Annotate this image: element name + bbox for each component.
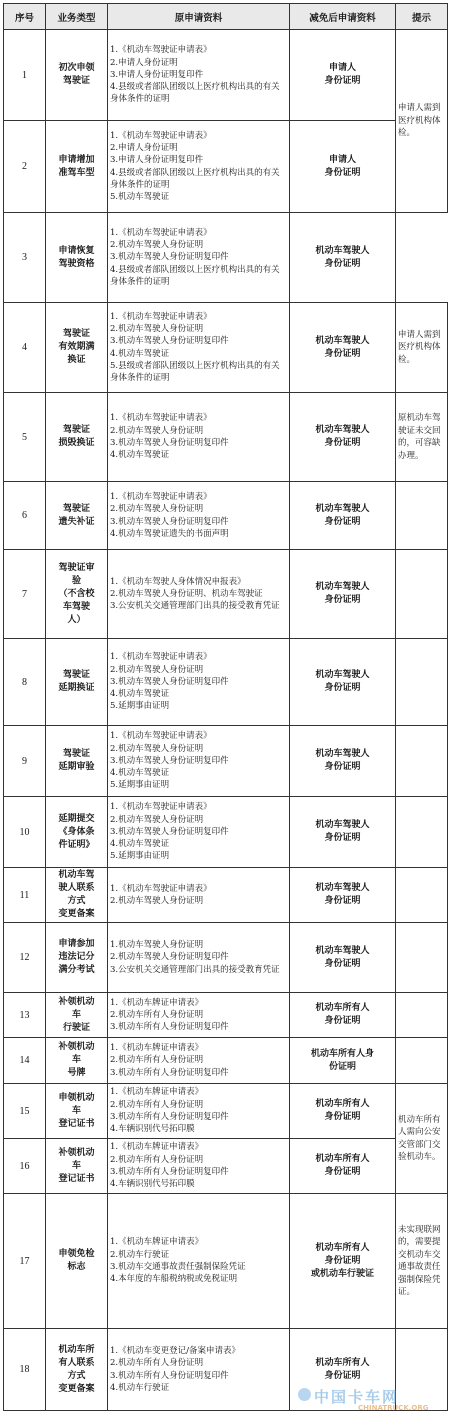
reduced-materials-cell [290, 639, 396, 726]
business-type-line: 驾驶证 [62, 425, 90, 435]
material-item: 1.《机动车牌证申请表》 [110, 1237, 204, 1248]
material-item: 4.本年度的车船税纳税或免税证明 [110, 1274, 238, 1285]
original-materials-cell [108, 213, 290, 303]
note-cell-empty [396, 726, 448, 797]
material-item: 5.机动车驾驶证 [110, 192, 170, 203]
reduced-material-line: 身份证明 [324, 348, 361, 359]
row-index: 10 [4, 797, 46, 868]
business-type-cell [46, 30, 108, 121]
table-row [4, 1194, 448, 1329]
business-type-cell [46, 993, 108, 1038]
row-index: 14 [4, 1038, 46, 1084]
business-type-line: 标志 [67, 1262, 86, 1272]
business-type-cell [46, 868, 108, 923]
note-cell-empty [396, 1038, 448, 1084]
material-item: 4.机动车行驶证 [110, 1382, 170, 1393]
business-type-line: 驾驶证 [62, 329, 90, 339]
table-row [4, 1038, 448, 1084]
reduced-material-line: 机动车所有人身 [310, 1048, 374, 1059]
header-index: 序号 [4, 4, 46, 30]
row-index: 13 [4, 993, 46, 1038]
reduced-material-line: 身份证明 [324, 258, 361, 269]
business-type-line: 遗失补证 [58, 516, 95, 527]
reduced-material-line: 机动车驾驶人 [315, 335, 370, 346]
business-type-line: 驶人联系 [58, 883, 95, 893]
business-type-line: 变更备案 [58, 1383, 95, 1394]
business-type-line: 车 [71, 1160, 81, 1171]
reduced-material-line: 机动车所有人 [315, 1154, 370, 1164]
original-materials-cell [108, 1084, 290, 1139]
row-index: 6 [4, 482, 46, 550]
material-item: 5.延期事由证明 [110, 701, 170, 712]
original-materials-cell [108, 303, 290, 393]
material-item: 2.申请人身份证明 [110, 142, 178, 153]
material-item: 2.机动车驾驶人身份证明 [110, 814, 204, 825]
business-type-line: 车 [71, 1105, 81, 1116]
material-item: 3.机动车驾驶人身份证明复印件 [110, 826, 229, 837]
material-item: 3.机动车所有人身份证明复印件 [110, 1112, 229, 1122]
reduced-material-line: 机动车所有人 [315, 1357, 370, 1368]
reduced-material-line: 机动车所有人 [315, 1003, 370, 1013]
original-materials-cell [108, 121, 290, 213]
note-cell-empty [396, 639, 448, 726]
material-item: 1.《机动车牌证申请表》 [110, 1087, 204, 1098]
watermark-sub: CHINATRUCK.ORG [358, 1404, 429, 1412]
material-item: 1.《机动车驾驶证申请表》 [110, 311, 212, 322]
original-materials-cell [108, 30, 290, 121]
material-item: 2.机动车驾驶人身份证明 [110, 664, 204, 675]
business-type-line: 行驶证 [62, 1022, 90, 1033]
business-type-line: 《身体条 [58, 826, 95, 837]
table-row [4, 868, 448, 923]
truck-logo-icon [298, 1388, 311, 1401]
reduced-material-line: 机动车驾驶人 [315, 820, 370, 830]
material-item: 2.机动车驾驶人身份证明 [110, 425, 204, 436]
reduced-material-line: 身份证明 [324, 595, 361, 605]
note-cell: 原机动车驾驶证未交回的，可容缺办理。 [396, 393, 448, 482]
business-type-cell [46, 121, 108, 213]
material-item: 3.机动车驾驶人身份证明复印件 [110, 676, 229, 687]
material-item: 2.机动车驾驶人身份证明复印件 [110, 952, 229, 963]
material-item: 2.机动车行驶证 [110, 1249, 170, 1260]
material-item: 5.延期事由证明 [110, 780, 170, 791]
note-cell: 申请人需到医疗机构体检。 [396, 30, 448, 213]
business-type-line: 方式 [67, 1370, 86, 1381]
reduced-material-line: 身份证明 [324, 1112, 361, 1122]
header-original-materials: 原申请资料 [108, 4, 290, 30]
material-item: 4.机动车驾驶证 [110, 689, 170, 700]
reduced-material-line: 身份证明 [324, 1167, 361, 1177]
business-type-cell [46, 550, 108, 639]
business-type-cell [46, 1038, 108, 1084]
material-item: 2.机动车所有人身份证明 [110, 1358, 204, 1369]
table-row [4, 550, 448, 639]
reduced-material-line: 机动车驾驶人 [315, 503, 370, 514]
business-type-line: 驾驶证 [62, 749, 90, 759]
business-type-cell [46, 797, 108, 868]
watermark-main: 中国卡车网 [314, 1388, 400, 1406]
table-row [4, 30, 448, 121]
table-row [4, 482, 448, 550]
material-item: 1.《机动车驾驶证申请表》 [110, 227, 212, 238]
row-index: 7 [4, 550, 46, 639]
reduced-material-line: 身份证明 [324, 76, 361, 86]
reduced-materials-cell [290, 1139, 396, 1194]
material-item: 2.机动车驾驶人身份证明 [110, 896, 204, 906]
reduced-materials-cell [290, 1084, 396, 1139]
business-type-line: 登记证书 [58, 1173, 95, 1184]
business-type-line: 车 [71, 1055, 81, 1065]
material-item: 4.车辆识别代号拓印膜 [110, 1124, 195, 1135]
material-item: 2.机动车驾驶人身份证明 [110, 240, 204, 251]
business-type-line: 申领免检 [58, 1249, 95, 1259]
business-type-line: 申领机动 [58, 1092, 95, 1103]
material-item: 3.机动车所有人身份证明复印件 [110, 1370, 229, 1381]
business-type-cell [46, 726, 108, 797]
original-materials-cell [108, 482, 290, 550]
material-item: 5.延期事由证明 [110, 851, 170, 862]
table-header-row [4, 4, 448, 30]
business-type-line: 补领机动 [58, 996, 95, 1007]
material-item: 3.机动车所有人身份证明复印件 [110, 1022, 229, 1033]
row-index: 17 [4, 1194, 46, 1329]
table-row [4, 393, 448, 482]
reduced-material-line: 机动车驾驶人 [315, 425, 370, 435]
material-item: 2.机动车驾驶人身份证明 [110, 743, 204, 754]
business-type-line: 有人联系 [58, 1357, 95, 1368]
business-type-line: 违法记分 [58, 952, 95, 962]
row-index: 16 [4, 1139, 46, 1194]
business-type-cell [46, 482, 108, 550]
row-index: 9 [4, 726, 46, 797]
table-row [4, 303, 448, 393]
original-materials-cell [108, 639, 290, 726]
business-type-line: 驾驶证 [62, 670, 90, 680]
row-index: 1 [4, 30, 46, 121]
reduced-material-line: 机动车驾驶人 [315, 245, 370, 256]
business-type-line: 换证 [67, 355, 86, 365]
original-materials-cell [108, 923, 290, 993]
original-materials-cell [108, 726, 290, 797]
material-item: 3.申请人身份证明复印件 [110, 155, 204, 166]
business-type-line: （不含校 [58, 588, 95, 599]
material-item: 3.公安机关交通管理部门出具的接受教育凭证 [110, 601, 280, 612]
material-item: 3.机动车所有人身份证明复印件 [110, 1167, 229, 1177]
material-item: 3.机动车驾驶人身份证明复印件 [110, 438, 229, 448]
material-item: 2.机动车驾驶人身份证明 [110, 323, 204, 334]
reduced-material-line: 身份证明 [324, 896, 361, 906]
business-type-line: 损毁换证 [58, 438, 95, 448]
row-index: 8 [4, 639, 46, 726]
business-type-cell [46, 1139, 108, 1194]
original-materials-cell [108, 1038, 290, 1084]
material-item: 1.《机动车驾驶证申请表》 [110, 413, 212, 424]
material-item: 2.机动车驾驶人身份证明、机动车驾驶证 [110, 588, 263, 599]
material-item: 2.机动车所有人身份证明 [110, 1154, 204, 1165]
business-type-line: 件证明》 [58, 839, 95, 850]
note-cell: 未实现联网的，需要提交机动车交通事故责任强制保险凭证。 [396, 1194, 448, 1329]
header-reduced-materials: 减免后申请资料 [290, 4, 396, 30]
business-type-line: 初次申领 [58, 63, 95, 73]
business-type-cell [46, 1194, 108, 1329]
material-item: 1.《机动车驾驶证申请表》 [110, 130, 212, 141]
material-item: 4.机动车驾驶证 [110, 450, 170, 461]
original-materials-cell [108, 1139, 290, 1194]
business-type-line: 驾驶证 [62, 76, 90, 86]
business-type-line: 有效期满 [58, 342, 95, 352]
reduced-material-line: 机动车驾驶人 [315, 670, 370, 680]
reduced-material-line: 身份证明 [324, 1370, 361, 1381]
material-item: 4.县级或者部队团级以上医疗机构出具的有关身体条件的证明 [110, 167, 280, 190]
material-item: 3.机动车驾驶人身份证明复印件 [110, 252, 229, 263]
reduced-materials-cell [290, 213, 396, 303]
material-item: 1.《机动车驾驶人身体情况申报表》 [110, 576, 246, 587]
material-item: 4.机动车驾驶证 [110, 839, 170, 850]
material-item: 2.机动车所有人身份证明 [110, 1099, 204, 1110]
material-item: 1.《机动车变更登记/备案申请表》 [110, 1345, 240, 1356]
material-item: 1.《机动车驾驶证申请表》 [110, 731, 212, 742]
material-item: 3.机动车所有人身份证明复印件 [110, 1067, 229, 1078]
business-type-cell [46, 393, 108, 482]
note-cell-empty [396, 797, 448, 868]
table-row [4, 993, 448, 1038]
business-type-line: 方式 [67, 896, 86, 906]
material-item: 2.申请人身份证明 [110, 57, 178, 68]
table-row [4, 797, 448, 868]
site-watermark [298, 1386, 448, 1416]
material-item: 2.机动车驾驶人身份证明 [110, 504, 204, 515]
business-type-line: 补领机动 [58, 1147, 95, 1158]
reduced-materials-cell [290, 482, 396, 550]
note-cell-empty [396, 923, 448, 993]
reduced-material-line: 申请人 [328, 63, 356, 73]
table-row [4, 1139, 448, 1194]
material-item: 4.县级或者部队团级以上医疗机构出具的有关身体条件的证明 [110, 82, 280, 105]
material-item: 1.《机动车牌证申请表》 [110, 997, 204, 1008]
business-type-line: 号牌 [67, 1068, 86, 1078]
material-item: 2.机动车所有人身份证明 [110, 1055, 204, 1066]
row-index: 5 [4, 393, 46, 482]
reduced-material-line: 身份证明 [324, 762, 361, 772]
material-item: 1.《机动车驾驶证申请表》 [110, 45, 212, 56]
reduced-material-line: 身份证明 [324, 1016, 361, 1026]
material-item: 1.《机动车驾驶证申请表》 [110, 652, 212, 663]
business-type-line: 申请增加 [58, 154, 95, 165]
table-row [4, 1084, 448, 1139]
business-type-line: 机动车驾 [58, 870, 95, 880]
business-type-line: 申请恢复 [58, 245, 95, 256]
reduced-material-line: 机动车所有人 [315, 1242, 370, 1253]
business-type-cell [46, 639, 108, 726]
material-item: 4.车辆识别代号拓印膜 [110, 1179, 195, 1190]
reduced-materials-cell [290, 550, 396, 639]
row-index: 11 [4, 868, 46, 923]
business-type-cell [46, 1084, 108, 1139]
business-type-line: 验 [71, 575, 81, 586]
reduced-materials-cell [290, 1194, 396, 1329]
material-item: 4.机动车驾驶证遗失的书面声明 [110, 528, 229, 539]
row-index: 18 [4, 1329, 46, 1411]
reduced-materials-cell [290, 1038, 396, 1084]
business-type-cell [46, 213, 108, 303]
reduced-material-line: 机动车驾驶人 [315, 945, 370, 956]
reduced-material-line: 份证明 [328, 1061, 356, 1072]
business-type-line: 车 [71, 1009, 81, 1020]
business-type-line: 驾驶证审 [58, 562, 95, 573]
material-item: 1.《机动车驾驶证申请表》 [110, 883, 212, 894]
note-cell-empty [396, 868, 448, 923]
material-item: 3.机动车驾驶人身份证明复印件 [110, 755, 229, 766]
row-index: 12 [4, 923, 46, 993]
material-item: 4.机动车驾驶证 [110, 348, 170, 359]
reduced-material-line: 身份证明 [324, 438, 361, 448]
business-type-cell [46, 923, 108, 993]
material-item: 1.《机动车牌证申请表》 [110, 1142, 204, 1153]
business-type-cell [46, 303, 108, 393]
table-row [4, 726, 448, 797]
original-materials-cell [108, 868, 290, 923]
business-type-line: 驾驶资格 [58, 258, 95, 269]
material-item: 3.机动车驾驶人身份证明复印件 [110, 336, 229, 347]
material-item: 2.机动车所有人身份证明 [110, 1009, 204, 1020]
reduced-materials-cell [290, 303, 396, 393]
material-item: 3.公安机关交通管理部门出具的接受教育凭证 [110, 964, 280, 975]
table-row [4, 121, 448, 213]
reduced-materials-cell [290, 993, 396, 1038]
business-type-line: 申请参加 [58, 939, 95, 949]
note-cell-empty [396, 993, 448, 1038]
note-cell: 机动车所有人需向公安交管部门交验机动车。 [396, 1084, 448, 1194]
reduced-materials-cell [290, 726, 396, 797]
original-materials-cell [108, 993, 290, 1038]
business-type-line: 车驾驶 [62, 601, 90, 612]
note-cell-empty [396, 482, 448, 550]
reduced-material-line: 机动车驾驶人 [315, 749, 370, 759]
material-item: 1.《机动车牌证申请表》 [110, 1043, 204, 1054]
business-type-line: 变更备案 [58, 909, 95, 919]
business-type-line: 延期提交 [58, 813, 95, 824]
reduced-material-line: 身份证明 [324, 167, 361, 178]
reduced-material-line: 机动车驾驶人 [315, 883, 370, 893]
original-materials-cell [108, 1329, 290, 1411]
note-cell: 申请人需到医疗机构体检。 [396, 303, 448, 393]
reduced-material-line: 或机动车行驶证 [310, 1268, 374, 1279]
material-item: 3.申请人身份证明复印件 [110, 69, 204, 80]
reduced-materials-cell [290, 121, 396, 213]
table-row [4, 923, 448, 993]
business-type-line: 延期换证 [58, 683, 95, 693]
reduced-materials-cell [290, 30, 396, 121]
business-type-line: 人） [67, 614, 86, 625]
reduced-materials-cell [290, 923, 396, 993]
business-type-line: 机动车所 [58, 1344, 95, 1355]
original-materials-cell [108, 550, 290, 639]
business-type-line: 驾驶证 [62, 503, 90, 514]
table-row [4, 639, 448, 726]
reduced-material-line: 身份证明 [324, 1255, 361, 1266]
reduced-material-line: 身份证明 [324, 833, 361, 843]
row-index: 2 [4, 121, 46, 213]
reduced-material-line: 机动车驾驶人 [315, 582, 370, 592]
material-item: 1.《机动车驾驶证申请表》 [110, 491, 212, 502]
business-type-cell [46, 1329, 108, 1411]
business-type-line: 补领机动 [58, 1042, 95, 1052]
material-item: 5.县级或者部队团级以上医疗机构出具的有关身体条件的证明 [110, 360, 280, 384]
material-item: 1.机动车驾驶人身份证明 [110, 940, 204, 951]
header-notes: 提示 [396, 4, 448, 30]
row-index: 3 [4, 213, 46, 303]
note-cell-empty [396, 550, 448, 639]
table-row [4, 213, 448, 303]
material-item: 3.机动车交通事故责任强制保险凭证 [110, 1262, 246, 1272]
row-index: 4 [4, 303, 46, 393]
reduced-materials-cell [290, 393, 396, 482]
material-item: 4.机动车驾驶证 [110, 768, 170, 779]
business-type-line: 满分考试 [58, 965, 95, 975]
original-materials-cell [108, 1194, 290, 1329]
header-business-type: 业务类型 [46, 4, 108, 30]
reduced-material-line: 身份证明 [324, 516, 361, 527]
business-type-line: 延期审验 [58, 762, 95, 772]
material-item: 4.县级或者部队团级以上医疗机构出具的有关身体条件的证明 [110, 264, 280, 287]
material-item: 3.机动车驾驶人身份证明复印件 [110, 516, 229, 527]
reduced-materials-cell [290, 868, 396, 923]
reduced-material-line: 申请人 [328, 154, 356, 165]
reduced-materials-cell [290, 797, 396, 868]
original-materials-cell [108, 393, 290, 482]
reduced-material-line: 身份证明 [324, 683, 361, 693]
reduced-material-line: 身份证明 [324, 958, 361, 969]
material-item: 1.《机动车驾驶证申请表》 [110, 802, 212, 813]
business-type-line: 登记证书 [58, 1118, 95, 1129]
reduced-material-line: 机动车所有人 [315, 1099, 370, 1109]
requirements-table [3, 3, 448, 1411]
original-materials-cell [108, 797, 290, 868]
row-index: 15 [4, 1084, 46, 1139]
business-type-line: 准驾车型 [58, 167, 95, 178]
